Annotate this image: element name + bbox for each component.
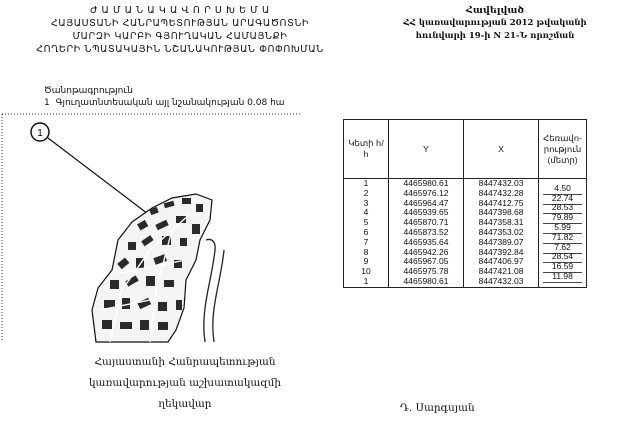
y-coordinate: 4465873.52 — [388, 228, 463, 238]
x-coordinate: 8447406.97 — [464, 257, 539, 267]
approval-block — [375, 4, 615, 43]
y-coordinate: 4465870.71 — [388, 218, 463, 228]
coordinates-table — [343, 119, 587, 288]
point-number: 9 — [344, 257, 389, 267]
distance-value: 28.53 — [543, 202, 582, 214]
legend-item-number: 1 — [44, 98, 50, 108]
schema-title-line: ՄԱՐԶԻ ԿԱՐԲԻ ԳՅՈՒՂԱԿԱՆ ՀԱՄԱՅՆՔԻ — [72, 31, 288, 42]
x-coordinate: 8447392.84 — [464, 248, 539, 258]
signature-title-line: Հայաստանի Հանրապետության — [94, 356, 276, 368]
distance-value: 4.50 — [543, 183, 582, 195]
schema-title — [10, 4, 350, 56]
table-row — [344, 277, 587, 287]
x-coordinate: 8447432.03 — [464, 179, 539, 189]
point-number: 6 — [344, 228, 389, 238]
y-coordinate: 4465980.61 — [388, 277, 463, 287]
legend-item-text: Գյուղատնտեսական այլ նշանակության 0.08 հա — [55, 98, 285, 108]
point-number: 1 — [344, 277, 389, 287]
approval-line: ՀՀ կառավարության 2012 թվականի — [403, 18, 587, 28]
x-coordinate: 8447358.31 — [464, 218, 539, 228]
header-x: X — [464, 120, 539, 179]
x-coordinate: 8447353.02 — [464, 228, 539, 238]
x-coordinate: 8447412.75 — [464, 199, 539, 209]
signatory-name: Դ. Սարգսյան — [400, 402, 475, 414]
distance-value: 28.54 — [543, 251, 582, 263]
table-header-row — [344, 120, 587, 179]
point-number: 3 — [344, 199, 389, 209]
signature-title-line: ղեկավար — [158, 398, 212, 410]
schema-title-line: Ժ Ա Մ Ա Ն Ա Կ Ա Վ Ո Ր Ս Խ Ե Մ Ա — [90, 5, 270, 16]
road-line-2 — [213, 250, 224, 342]
signature-title-line: կառավարության աշխատակազմի — [88, 377, 282, 389]
x-coordinate: 8447389.07 — [464, 238, 539, 248]
point-number: 10 — [344, 267, 389, 277]
schema-title-line: ՀԱՅԱՍՏԱՆԻ ՀԱՆՐԱՊԵՏՈՒԹՅԱՆ ԱՐԱԳԱԾՈՏՆԻ — [50, 18, 310, 29]
y-coordinate: 4465964.47 — [388, 199, 463, 209]
y-coordinate: 4465939.65 — [388, 208, 463, 218]
legend-title: Ծանոթագրություն — [44, 86, 134, 96]
distance-value: 79.89 — [543, 212, 582, 224]
y-coordinate: 4465975.78 — [388, 267, 463, 277]
signature-title — [20, 352, 350, 415]
point-number: 2 — [344, 189, 389, 199]
x-coordinate: 8447421.08 — [464, 267, 539, 277]
point-number: 5 — [344, 218, 389, 228]
y-coordinate: 4465942.26 — [388, 248, 463, 258]
cadastral-map — [0, 110, 340, 346]
point-number: 8 — [344, 248, 389, 258]
distance-value: 7.62 — [543, 242, 582, 254]
y-coordinate: 4465935.64 — [388, 238, 463, 248]
schema-title-line: ՀՈՂԵՐԻ ՆՊԱՏԱԿԱՅԻՆ ՆՇԱՆԱԿՈՒԹՅԱՆ ՓՈՓՈԽՄԱՆ — [36, 44, 324, 55]
header-y: Y — [388, 120, 463, 179]
x-coordinate: 8447432.28 — [464, 189, 539, 199]
header-point-number: Կետի հ/հ — [344, 120, 389, 179]
x-coordinate: 8447432.03 — [464, 277, 539, 287]
distance-value: 11.98 — [543, 271, 582, 283]
point-number: 4 — [344, 208, 389, 218]
y-coordinate: 4465967.05 — [388, 257, 463, 267]
parcel-marker-label: 1 — [37, 128, 43, 139]
point-number: 7 — [344, 238, 389, 248]
distance-value: 71.82 — [543, 232, 582, 244]
y-coordinate: 4465976.12 — [388, 189, 463, 199]
point-number: 1 — [344, 179, 389, 189]
appendix-label: Հավելված — [465, 5, 525, 16]
x-coordinate: 8447398.68 — [464, 208, 539, 218]
header-distance: Հեռավո-րություն (մետր) — [539, 120, 587, 179]
leader-line — [48, 138, 148, 214]
y-coordinate: 4465980.61 — [388, 179, 463, 189]
approval-line: հունվարի 19-ի N 21-Ն որոշման — [415, 31, 575, 41]
distance-value: 22.74 — [543, 193, 582, 205]
distance-value: 5.99 — [543, 222, 582, 234]
legend-item — [44, 98, 285, 108]
distance-value: 16.59 — [543, 261, 582, 273]
